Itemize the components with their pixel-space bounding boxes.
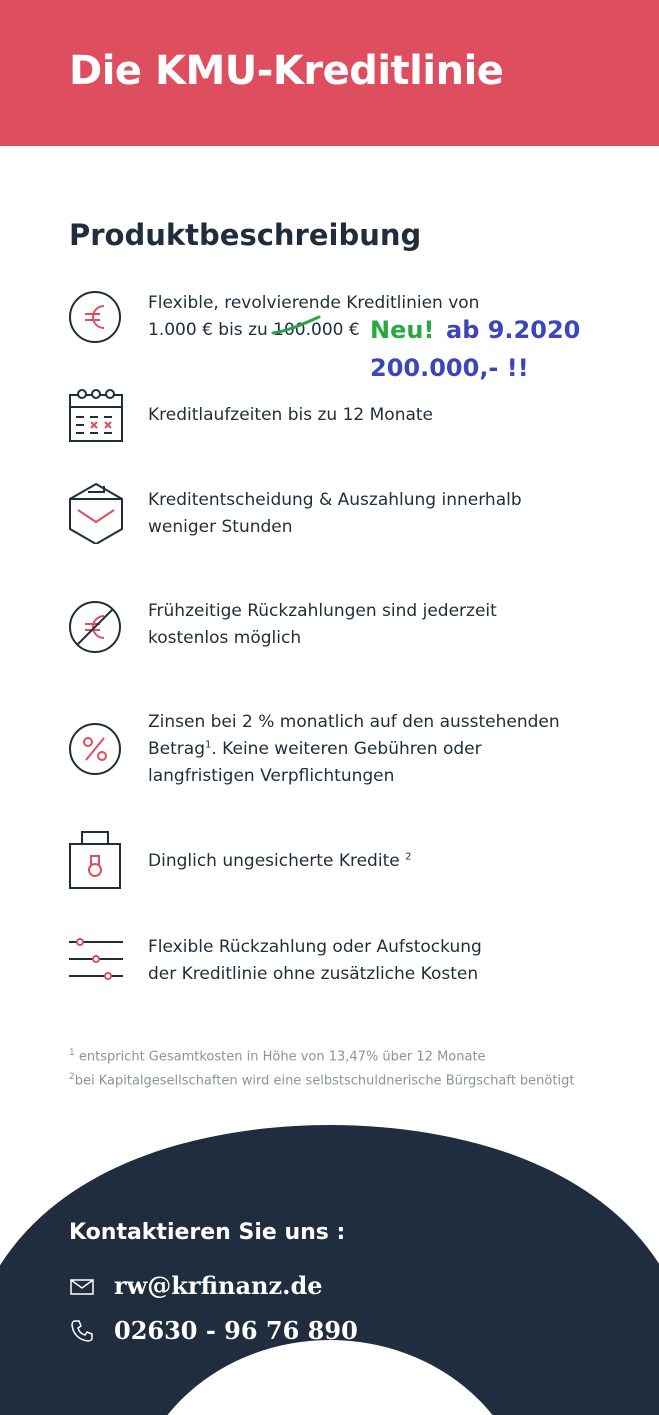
phone-icon xyxy=(69,1318,95,1344)
neu-label: Neu! xyxy=(370,316,435,344)
footnote-text: bei Kapitalgesellschaften wird eine selbstschuldnerische Bürgschaft benötigt xyxy=(74,1073,575,1089)
feature-early-repayment xyxy=(148,598,618,652)
feature-line: der Kreditlinie ohne zusätzliche Kosten xyxy=(148,964,479,984)
contact-arc-background xyxy=(0,1120,659,1415)
date-label: ab 9.2020 xyxy=(446,316,581,344)
euro-circle-icon xyxy=(68,286,124,348)
feature-duration xyxy=(148,402,618,429)
contact-phone-row[interactable] xyxy=(69,1316,358,1345)
sliders-icon xyxy=(68,930,124,992)
feature-line: Zinsen bei 2 % monatlich auf den ausstehenden xyxy=(148,712,560,732)
section-title: Produktbeschreibung xyxy=(69,218,422,252)
new-amount-label: 200.000,- !! xyxy=(370,354,529,382)
footnote-ref: 2 xyxy=(405,851,412,863)
feature-line-part: 00 € xyxy=(321,320,360,340)
contact-email[interactable]: rw@krfinanz.de xyxy=(114,1271,323,1300)
feature-line: weniger Stunden xyxy=(148,517,293,537)
feature-line-part: Dinglich ungesicherte Kredite xyxy=(148,851,406,871)
feature-interest xyxy=(148,709,618,790)
lock-bag-icon xyxy=(68,828,124,890)
footnote-text: entspricht Gesamtkosten in Höhe von 13,47% über 12 Monate xyxy=(74,1049,486,1065)
contact-phone[interactable]: 02630 - 96 76 890 xyxy=(114,1316,358,1345)
calendar-icon xyxy=(68,385,124,447)
footnote-1 xyxy=(69,1048,486,1064)
mail-icon xyxy=(69,1273,95,1299)
contact-email-row[interactable] xyxy=(69,1271,323,1300)
feature-line xyxy=(148,736,618,763)
footnote-number: 2 xyxy=(69,1072,75,1082)
feature-line: langfristigen Verpflichtungen xyxy=(148,766,395,786)
footnote-ref: 1 xyxy=(205,739,212,751)
feature-unsecured xyxy=(148,848,618,875)
footnote-number: 1 xyxy=(69,1048,75,1058)
feature-decision xyxy=(148,487,618,541)
header-banner xyxy=(0,0,659,146)
feature-line: Flexible Rückzahlung oder Aufstockung xyxy=(148,937,482,957)
feature-flexible-repayment xyxy=(148,934,618,988)
feature-line: kostenlos möglich xyxy=(148,628,302,648)
no-euro-icon xyxy=(68,596,124,658)
percent-circle-icon xyxy=(68,718,124,780)
footnote-2 xyxy=(69,1072,574,1088)
envelope-box-icon xyxy=(68,482,124,544)
contact-title: Kontaktieren Sie uns : xyxy=(69,1220,346,1245)
feature-line: Flexible, revolvierende Kreditlinien von xyxy=(148,293,480,313)
feature-line: Kreditlaufzeiten bis zu 12 Monate xyxy=(148,405,434,425)
struck-amount xyxy=(273,317,322,344)
feature-line-part: 1.000 € bis zu xyxy=(148,320,274,340)
feature-line-part: . Keine weiteren Gebühren oder xyxy=(211,739,482,759)
page-title: Die KMU-Kreditlinie xyxy=(69,48,504,94)
feature-line-part: Betrag xyxy=(148,739,205,759)
struck-amount-text: 100.0 xyxy=(273,320,322,340)
feature-line xyxy=(148,848,618,875)
feature-line: Kreditentscheidung & Auszahlung innerhalb xyxy=(148,490,522,510)
feature-line: Frühzeitige Rückzahlungen sind jederzeit xyxy=(148,601,497,621)
